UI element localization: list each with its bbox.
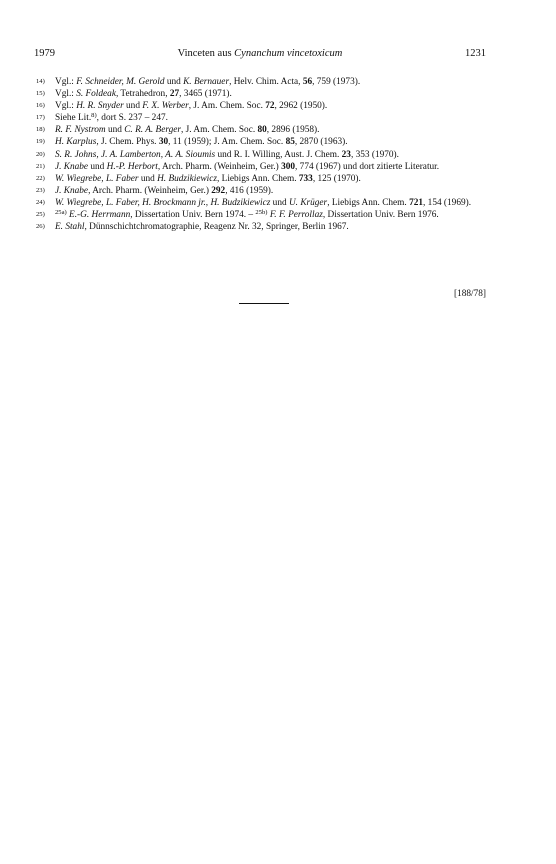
reference-segment: und R. I. Willing, Aust. J. Chem.: [215, 149, 342, 160]
reference-segment: , 11 (1959); J. Am. Chem. Soc.: [168, 137, 286, 148]
reference-text: [55, 89, 232, 99]
author-name: U. Krüger: [288, 197, 328, 208]
reference-number: 22): [36, 174, 45, 182]
volume-number: 80: [257, 125, 267, 136]
reference-text: [55, 186, 273, 196]
reference-text: [55, 137, 348, 147]
reference-segment: , Liebigs Ann. Chem.: [217, 173, 299, 184]
reference-number: 17): [36, 114, 45, 122]
reference-text: [55, 174, 361, 184]
author-name: F. Schneider, M. Gerold: [76, 77, 165, 87]
author-name: E.-G. Herrmann: [69, 210, 131, 221]
reference-segment: , Dissertation Univ. Bern 1974. –: [130, 210, 256, 221]
superscript-ref: 8): [91, 112, 97, 120]
reference-number: 21): [36, 162, 45, 170]
author-name: W. Wiegrebe, L. Faber, H. Brockmann jr., H. Budzikiewicz: [55, 197, 271, 208]
reference-segment: und: [270, 197, 289, 208]
reference-segment: , Tetrahedron,: [115, 89, 170, 100]
volume-number: 292: [211, 185, 226, 196]
reference-segment: und: [164, 77, 184, 87]
reference-item: [36, 88, 486, 100]
reference-number: 18): [36, 126, 45, 134]
reference-number: 16): [36, 102, 45, 110]
volume-number: 733: [298, 173, 313, 184]
reference-segment: , dort S. 237 – 247.: [96, 113, 168, 124]
reference-item: [36, 100, 486, 112]
reference-segment: und: [105, 125, 125, 136]
volume-number: 30: [158, 137, 169, 148]
author-name: H. R. Snyder: [76, 101, 124, 112]
reference-segment: , 759 (1973).: [312, 77, 361, 87]
reference-item: [36, 136, 486, 148]
running-head-title: [34, 46, 486, 62]
reference-segment: , 154 (1969).: [423, 197, 472, 208]
reference-item: [36, 209, 486, 221]
reference-item: [36, 197, 486, 209]
reference-text: [55, 222, 349, 232]
volume-number: 85: [285, 137, 295, 148]
running-head: [34, 46, 486, 62]
reference-text: [55, 162, 439, 172]
author-name: R. F. Nystrom: [55, 125, 106, 136]
running-head-page-number: 1231: [465, 48, 486, 59]
reference-text: [55, 113, 168, 123]
reference-segment: , Helv. Chim. Acta,: [229, 77, 303, 87]
reference-segment: , 416 (1959).: [225, 185, 274, 196]
author-name: F. X. Werber: [142, 101, 189, 112]
reference-segment: , Liebigs Ann. Chem.: [327, 197, 410, 208]
reference-text: [55, 125, 319, 135]
reference-text: [55, 198, 471, 208]
reference-item: [36, 112, 486, 124]
reference-number: 19): [36, 138, 45, 146]
reference-segment: , J. Am. Chem. Soc.: [188, 101, 266, 112]
manuscript-code: [188/78]: [453, 289, 486, 299]
reference-segment: Siehe Lit.: [55, 113, 92, 124]
author-name: W. Wiegrebe, L. Faber: [55, 173, 139, 184]
author-name: H.-P. Herbort: [106, 161, 158, 172]
reference-text: [55, 150, 399, 160]
reference-item: [36, 149, 486, 161]
reference-item: [36, 161, 486, 173]
reference-text: [55, 101, 327, 111]
author-name: S. R. Johns, J. A. Lamberton, A. A. Sioumis: [55, 149, 216, 160]
running-head-title-species: Cynanchum vincetoxicum: [234, 48, 343, 59]
reference-item: [36, 185, 486, 197]
reference-segment: , J. Am. Chem. Soc.: [181, 125, 258, 136]
running-head-year: 1979: [34, 48, 55, 59]
reference-segment: , 353 (1970).: [350, 149, 399, 160]
reference-segment: , 125 (1970).: [312, 173, 361, 184]
reference-text: [55, 210, 439, 220]
volume-number: 300: [281, 161, 296, 172]
reference-number: 24): [36, 198, 45, 206]
reference-number: 25): [36, 211, 45, 219]
reference-segment: Vgl.:: [55, 77, 77, 87]
volume-number: 56: [302, 77, 313, 87]
reference-number: 15): [36, 90, 45, 98]
reference-segment: , Dissertation Univ. Bern 1976.: [322, 210, 439, 221]
author-name: H. Budzikiewicz: [157, 173, 217, 184]
reference-list: [36, 76, 486, 233]
reference-segment: Vgl.:: [55, 101, 77, 112]
author-name: H. Karplus: [55, 137, 97, 148]
running-head-title-plain: Vinceten aus: [177, 48, 235, 59]
superscript-ref: 25b): [255, 209, 268, 217]
reference-segment: Vgl.:: [55, 89, 77, 100]
reference-number: 20): [36, 150, 45, 158]
reference-number: 14): [36, 78, 45, 85]
author-name: F. F. Perrollaz: [269, 210, 323, 221]
author-name: J. Knabe: [55, 185, 89, 196]
author-name: E. Stahl: [55, 222, 85, 233]
volume-number: 721: [409, 197, 424, 208]
reference-segment: und: [88, 161, 107, 172]
reference-item: [36, 173, 486, 185]
reference-text: [55, 77, 360, 87]
reference-segment: und: [138, 173, 158, 184]
volume-number: 72: [265, 101, 275, 112]
reference-segment: , Arch. Pharm. (Weinheim, Ger.): [88, 185, 212, 196]
author-name: C. R. A. Berger: [124, 125, 182, 136]
reference-item: [36, 124, 486, 136]
reference-segment: , 2962 (1950).: [274, 101, 328, 112]
superscript-ref: 25a): [55, 209, 67, 217]
reference-segment: , 2870 (1963).: [294, 137, 348, 148]
reference-segment: , Arch. Pharm. (Weinheim, Ger.): [157, 161, 282, 172]
reference-item: [36, 221, 486, 233]
reference-segment: , 2896 (1958).: [266, 125, 320, 136]
reference-segment: , 3465 (1971).: [179, 89, 232, 100]
end-rule: [239, 303, 289, 304]
volume-number: 27: [169, 89, 180, 100]
author-name: S. Foldeak: [76, 89, 116, 100]
reference-number: 26): [36, 223, 45, 231]
reference-item: [36, 76, 486, 88]
volume-number: 23: [341, 149, 351, 160]
author-name: J. Knabe: [55, 161, 89, 172]
author-name: K. Bernauer: [183, 77, 230, 87]
reference-segment: , 774 (1967) und dort zitierte Literatur.: [295, 161, 440, 172]
reference-segment: und: [123, 101, 143, 112]
reference-number: 23): [36, 186, 45, 194]
reference-segment: , Dünnschichtchromatographie, Reagenz Nr. 32, Springer, Berlin 1967.: [84, 222, 349, 233]
reference-segment: , J. Chem. Phys.: [96, 137, 159, 148]
